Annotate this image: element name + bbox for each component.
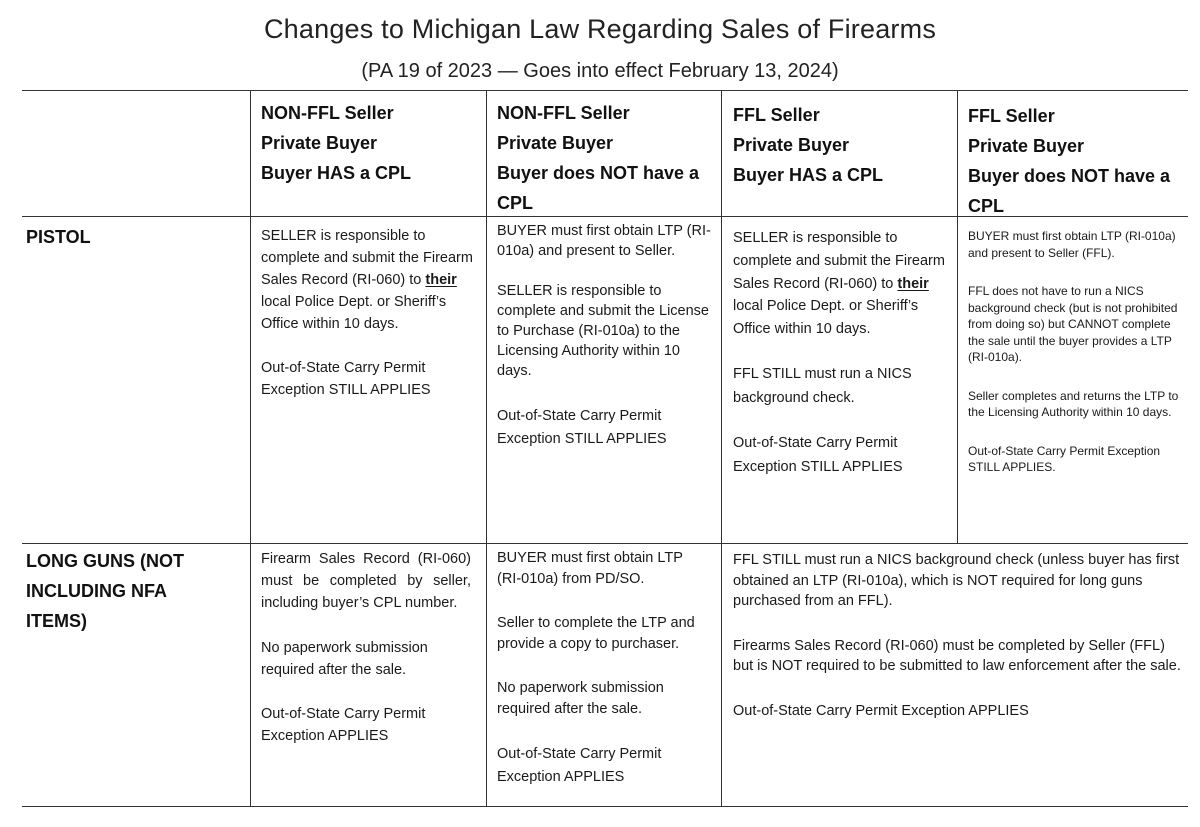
column-header	[968, 101, 1183, 221]
column-header-line: NON-FFL Seller	[261, 103, 394, 123]
cell-paragraph: Out-of-State Carry Permit Exception APPLIES	[261, 706, 426, 744]
column-divider	[957, 91, 958, 544]
cell-paragraph: Firearms Sales Record (RI-060) must be completed by Seller (FFL) but is NOT required to be submitted to law enforcement after the sale.	[733, 637, 1181, 674]
cell-paragraph: SELLER is responsible to complete and submit the Firearm Sales Record (RI-060) to their local Police Dept. or Sheriff’s Office within 10 days.	[261, 228, 473, 332]
table-bottom-rule	[22, 806, 1188, 807]
cell-paragraph: Out-of-State Carry Permit Exception STILL APPLIES	[497, 408, 667, 447]
column-header-line: Private Buyer	[261, 133, 378, 153]
column-header-line: Buyer HAS a CPL	[733, 165, 884, 185]
column-header-line: Buyer HAS a CPL	[261, 163, 412, 183]
cell-paragraph: SELLER is responsible to complete and submit the License to Purchase (RI-010a) to the Licensing Authority within 10 days.	[497, 283, 709, 379]
page-title: Changes to Michigan Law Regarding Sales of Firearms	[263, 14, 937, 44]
column-divider	[721, 91, 722, 807]
cell-paragraph: BUYER must first obtain LTP (RI-010a) and present to Seller (FFL).	[968, 229, 1176, 260]
column-header	[497, 98, 712, 218]
pistol-ffl-cpl-cell	[733, 227, 948, 479]
cell-paragraph: Out-of-State Carry Permit Exception APPLIES	[733, 702, 1029, 719]
column-divider	[486, 91, 487, 807]
cell-paragraph: BUYER must first obtain LTP (RI-010a) and present to Seller.	[497, 223, 711, 259]
pistol-ffl-nocpl-cell	[968, 228, 1180, 476]
cell-paragraph: BUYER must first obtain LTP (RI-010a) from PD/SO.	[497, 550, 683, 587]
column-header-line: Private Buyer	[497, 133, 614, 153]
column-header-line: FFL Seller	[733, 105, 820, 125]
column-header-line: Buyer does NOT have a CPL	[968, 166, 1171, 216]
cell-paragraph: Out-of-State Carry Permit Exception STILL APPLIES.	[968, 443, 1161, 474]
column-header-line: Buyer does NOT have a CPL	[497, 163, 700, 213]
row-label-pistol: PISTOL	[26, 227, 91, 247]
page-subtitle: (PA 19 of 2023 — Goes into effect February 13, 2024)	[361, 60, 839, 82]
column-header-line: FFL Seller	[968, 106, 1055, 126]
pistol-nonffl-cpl-cell	[261, 225, 475, 401]
cell-paragraph: Out-of-State Carry Permit Exception APPLIES	[497, 746, 662, 785]
column-header	[733, 100, 953, 190]
table-top-rule	[22, 90, 1188, 91]
cell-paragraph: Out-of-State Carry Permit Exception STILL APPLIES	[733, 434, 903, 475]
row-label-long-guns: LONG GUNS (NOT INCLUDING NFA ITEMS)	[26, 551, 184, 631]
cell-paragraph: Out-of-State Carry Permit Exception STILL APPLIES	[261, 360, 431, 398]
column-header-line: NON-FFL Seller	[497, 103, 630, 123]
cell-paragraph: No paperwork submission required after the sale.	[261, 640, 428, 678]
cell-paragraph: SELLER is responsible to complete and submit the Firearm Sales Record (RI-060) to their local Police Dept. or Sheriff’s Office within 10 days.	[733, 230, 945, 338]
cell-paragraph: No paperwork submission required after the sale.	[497, 680, 664, 717]
longguns-nonffl-cpl-cell	[261, 548, 471, 747]
column-header-line: Private Buyer	[968, 136, 1085, 156]
cell-paragraph: FFL STILL must run a NICS background check (unless buyer has first obtained an LTP (RI-010a), which is NOT required for long guns purchased from an FFL).	[733, 552, 1180, 609]
cell-paragraph: Seller to complete the LTP and provide a copy to purchaser.	[497, 615, 695, 652]
column-header-line: Private Buyer	[733, 135, 850, 155]
cell-paragraph: Firearm Sales Record (RI-060) must be completed by seller, including buyer’s CPL number.	[261, 551, 471, 611]
cell-paragraph: FFL does not have to run a NICS background check (but is not prohibited from doing so) but CANNOT complete the sale until the buyer provides a LTP (RI-010a).	[968, 284, 1178, 364]
longguns-nonffl-nocpl-cell	[497, 548, 702, 789]
longguns-ffl-cell	[733, 550, 1183, 721]
cell-paragraph: FFL STILL must run a NICS background check.	[733, 365, 912, 406]
cell-paragraph: Seller completes and returns the LTP to the Licensing Authority within 10 days.	[968, 388, 1179, 419]
pistol-nonffl-nocpl-cell	[497, 221, 715, 451]
pistol-bottom-rule	[22, 543, 1188, 544]
column-divider	[250, 91, 251, 807]
column-header	[261, 98, 481, 188]
